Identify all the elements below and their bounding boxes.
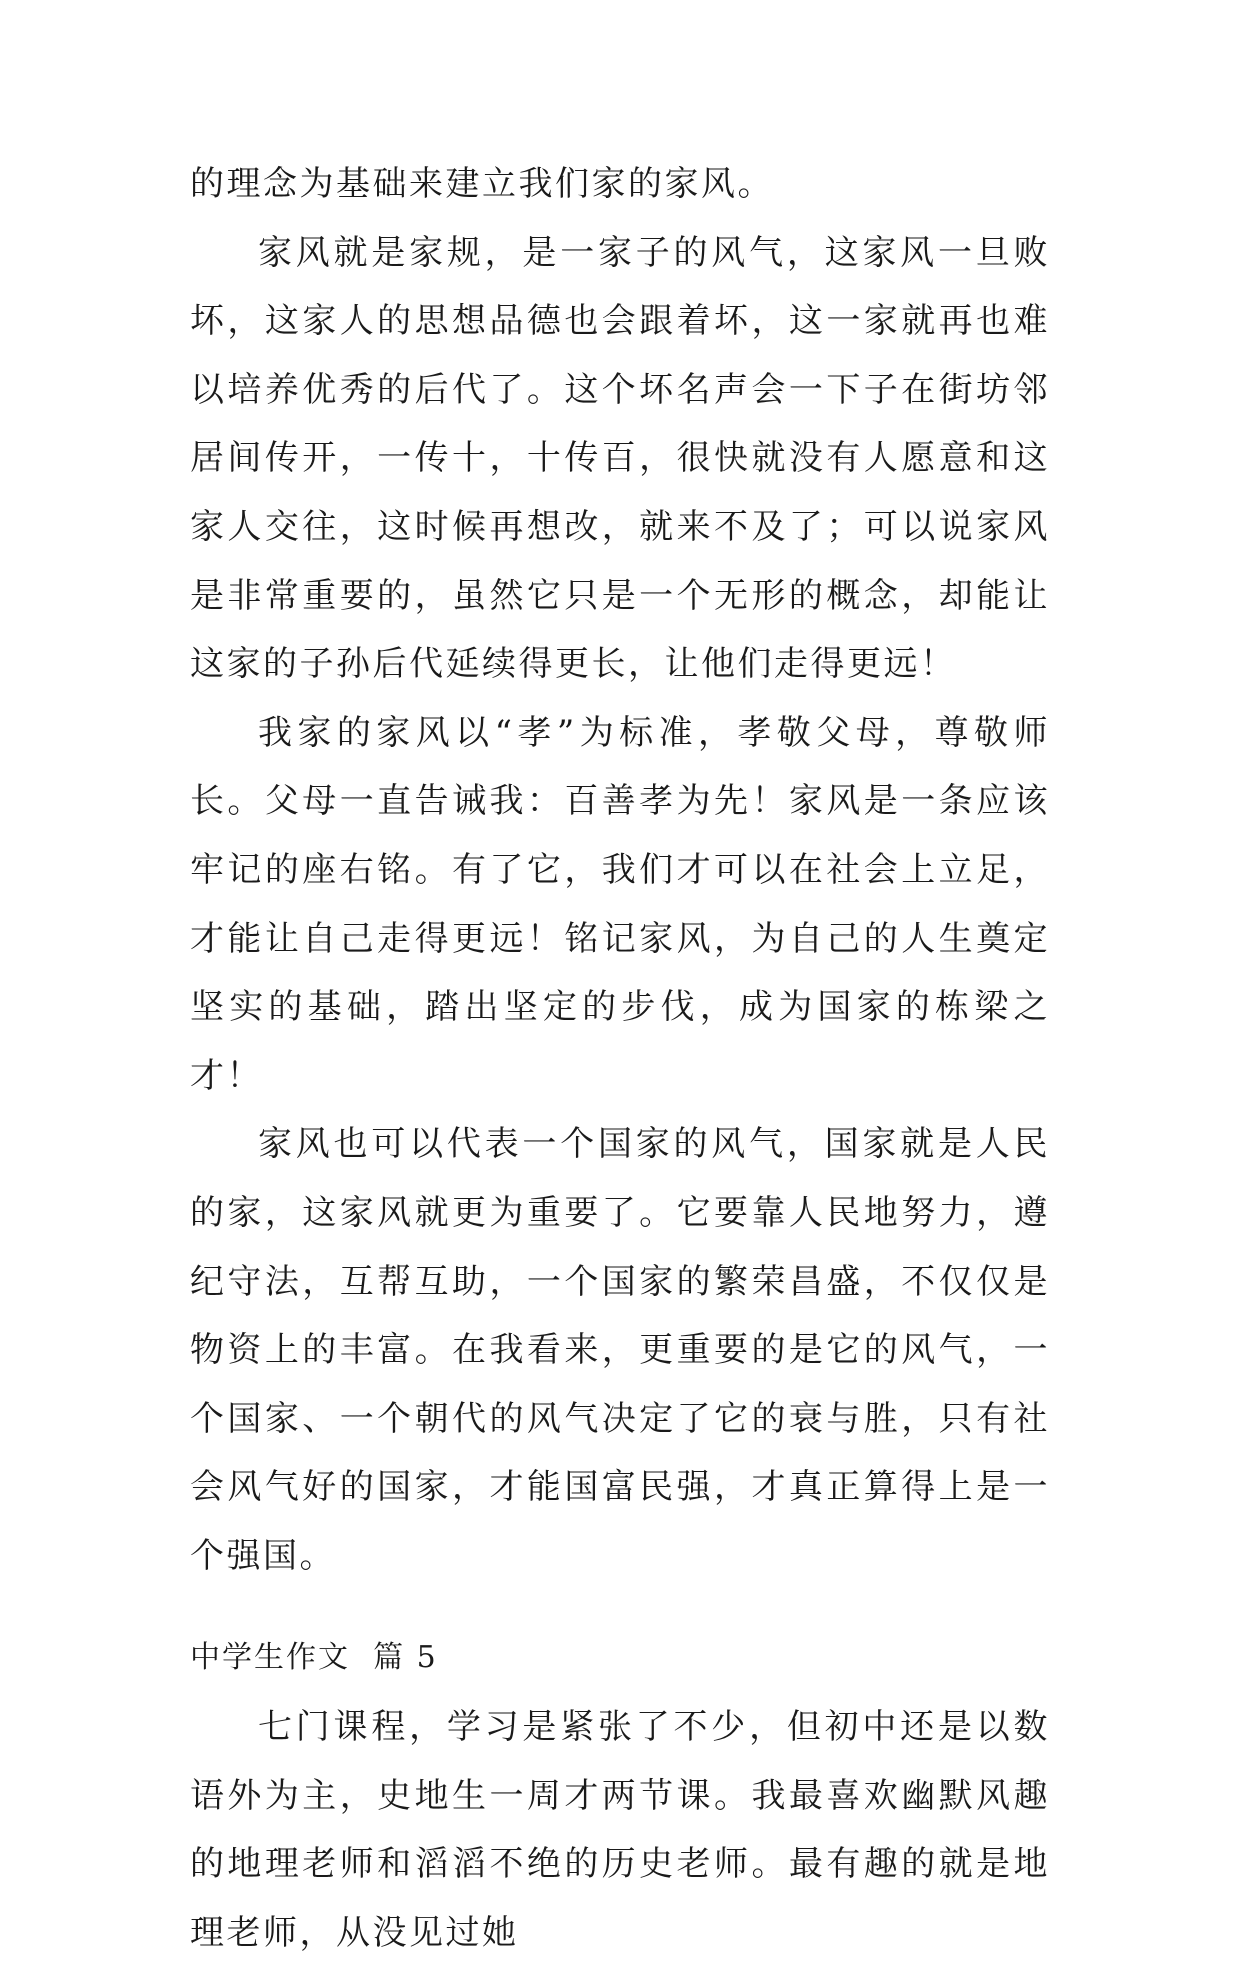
paragraph-1: 的理念为基础来建立我们家的家风。 bbox=[190, 164, 774, 204]
paragraph-5: 七门课程，学习是紧张了不少，但初中还是以数语外为主，史地生一周才两节课。我最喜欢幽默风趣的地理老师和滔滔不绝的历史老师。最有趣的就是地理老师，从没见过她 bbox=[190, 1707, 1050, 1953]
document-body bbox=[190, 150, 1050, 1967]
paragraph-3: 我家的家风以“孝”为标准，孝敬父母，尊敬师长。父母一直告诫我：百善孝为先！家风是一条应该牢记的座右铭。有了它，我们才可以在社会上立足，才能让自己走得更远！铭记家风，为自己的人生奠定坚实的基础，踏出坚定的步伐，成为国家的栋梁之才！ bbox=[190, 712, 1050, 1096]
section-heading: 中学生作文 篇 5 bbox=[190, 1640, 438, 1676]
paragraph-2: 家风就是家规，是一家子的风气，这家风一旦败坏，这家人的思想品德也会跟着坏，这一家就再也难以培养优秀的后代了。这个坏名声会一下子在街坊邻居间传开，一传十，十传百，很快就没有人愿意和这家人交往，这时候再想改，就来不及了；可以说家风是非常重要的，虽然它只是一个无形的概念，却能让这家的子孙后代延续得更长，让他们走得更远！ bbox=[190, 232, 1050, 685]
paragraph-4: 家风也可以代表一个国家的风气，国家就是人民的家，这家风就更为重要了。它要靠人民地努力，遵纪守法，互帮互助，一个国家的繁荣昌盛，不仅仅是物资上的丰富。在我看来，更重要的是它的风气，一个国家、一个朝代的风气决定了它的衰与胜，只有社会风气好的国家，才能国富民强，才真正算得上是一个强国。 bbox=[190, 1124, 1050, 1576]
